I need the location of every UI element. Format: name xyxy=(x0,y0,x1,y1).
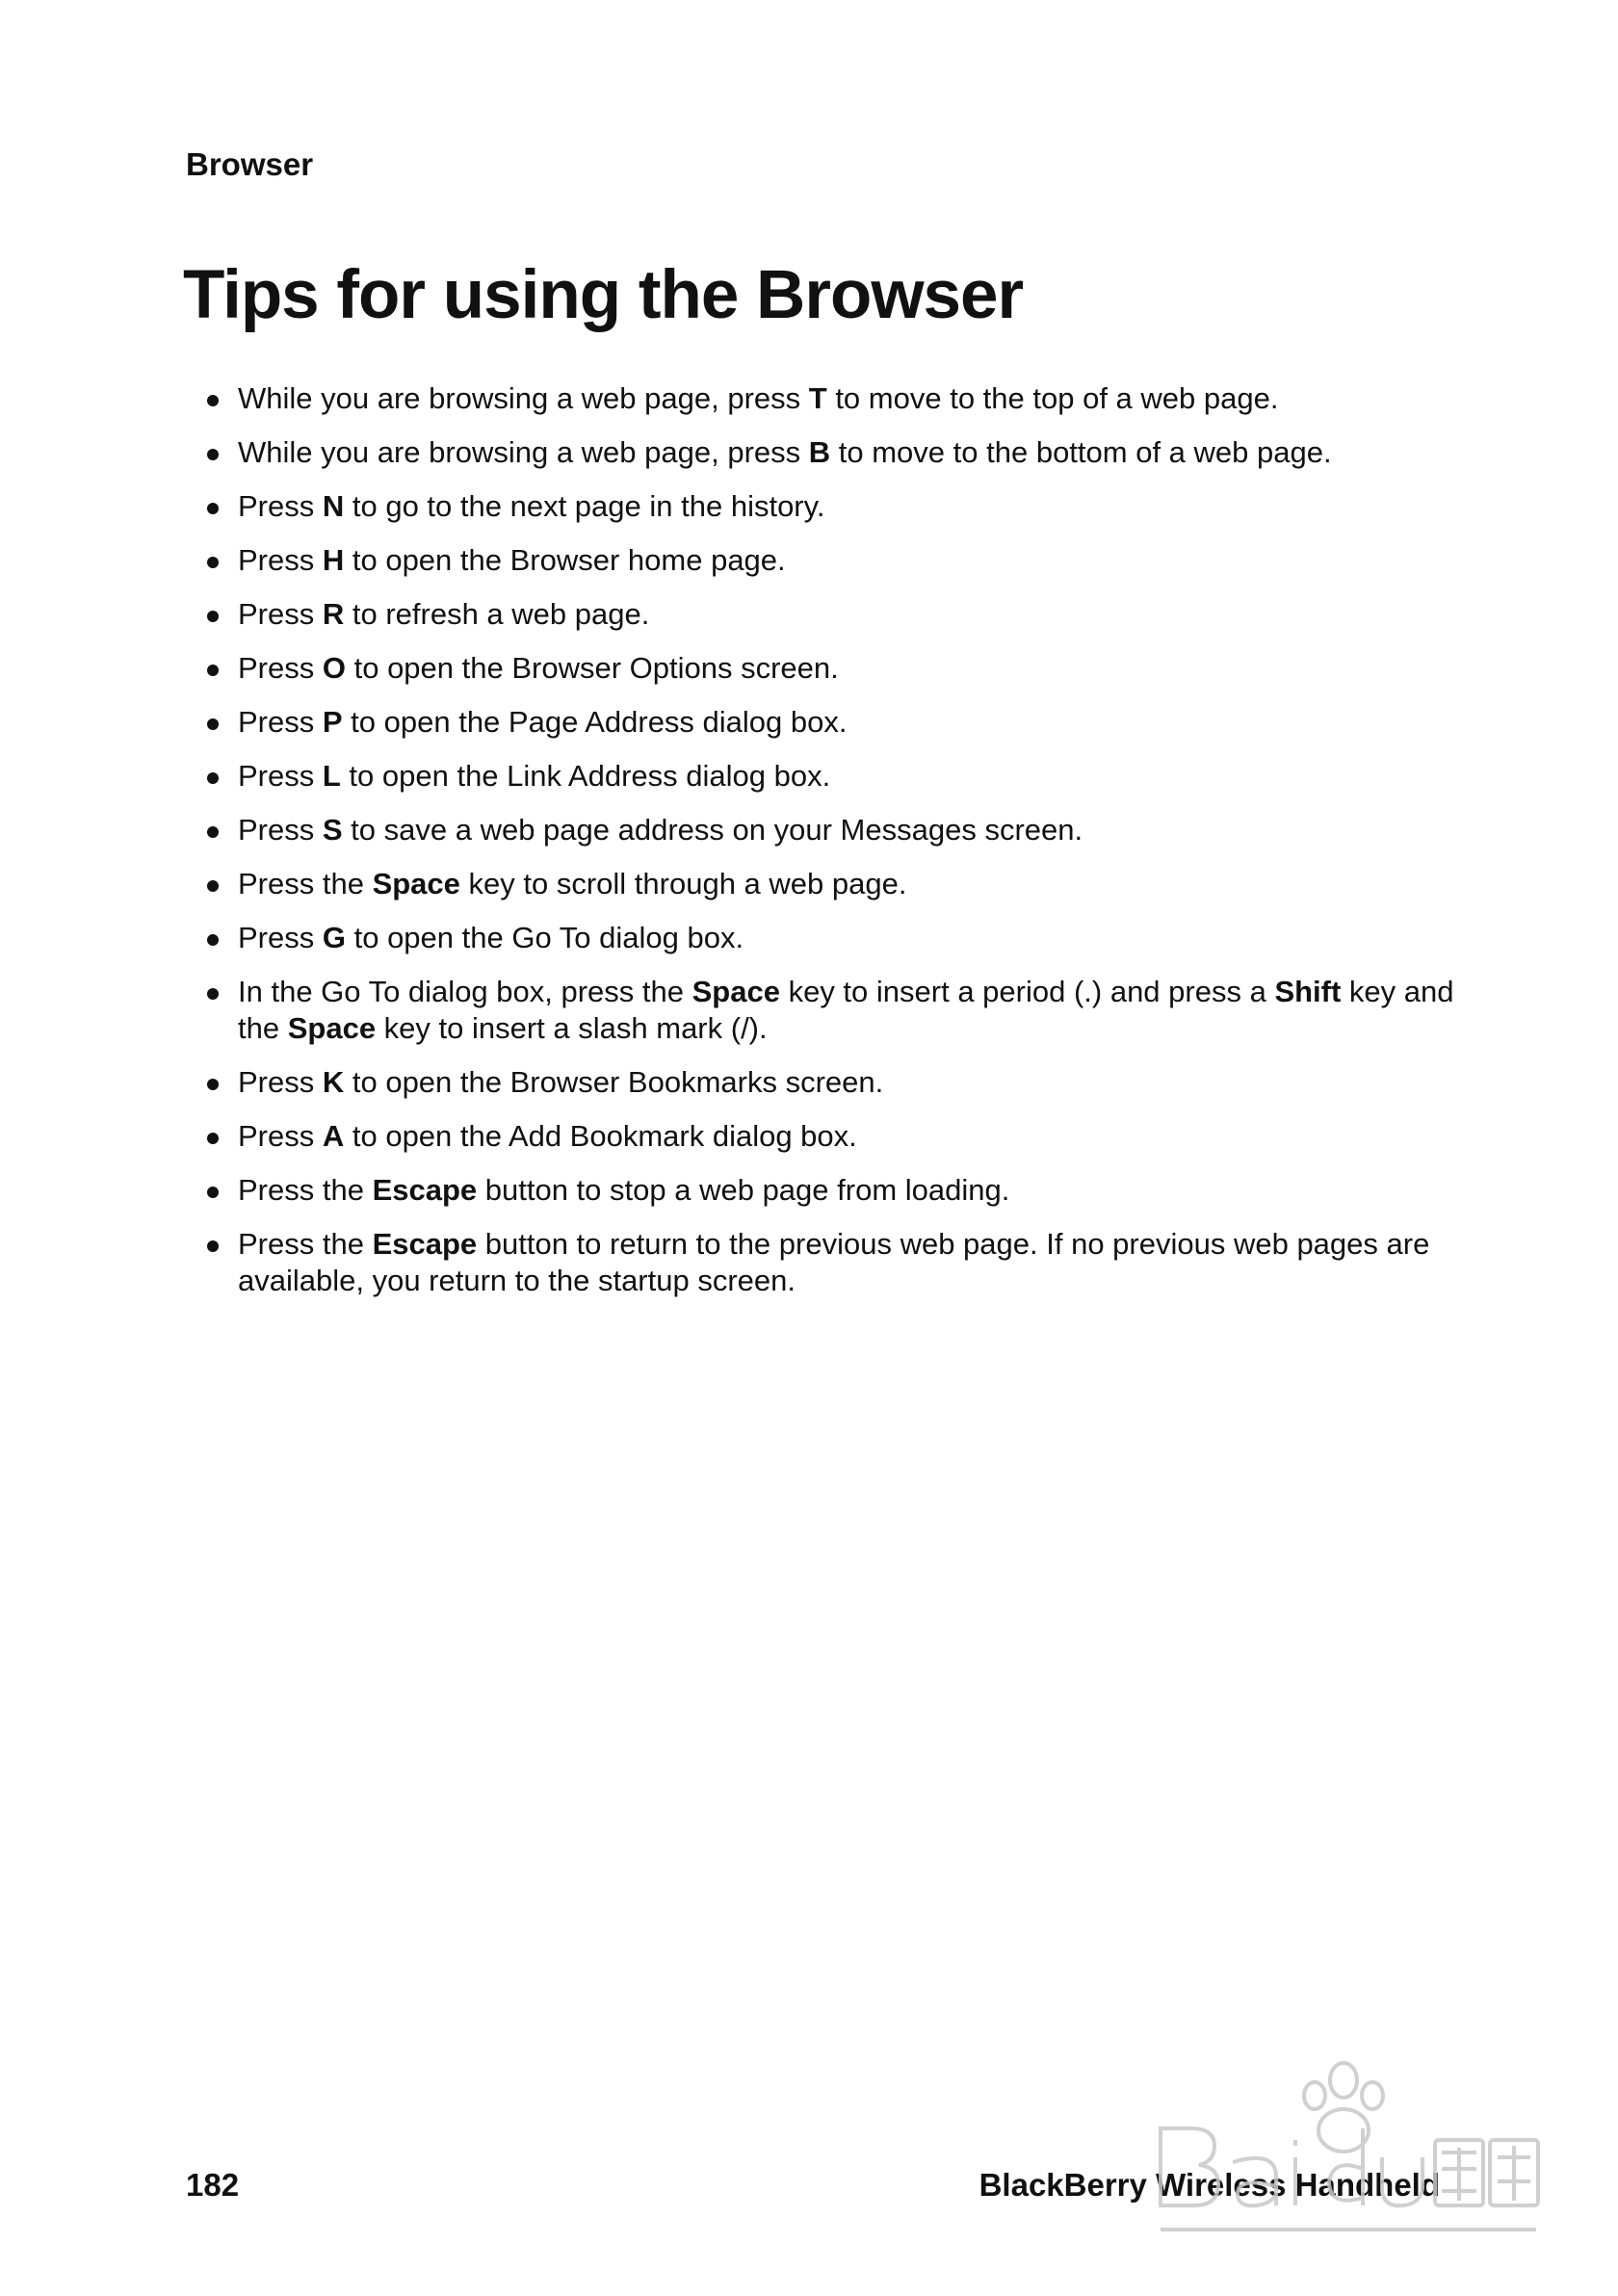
tip-item xyxy=(202,920,1454,956)
tip-item xyxy=(202,1226,1454,1299)
bullet-icon xyxy=(207,988,219,1000)
tip-text: While you are browsing a web page, press xyxy=(238,435,809,469)
tip-item xyxy=(202,434,1454,471)
tip-text: to move to the top of a web page. xyxy=(826,381,1279,415)
tip-item xyxy=(202,650,1454,687)
tip-text: Press xyxy=(238,1119,323,1153)
bullet-icon xyxy=(207,1240,219,1252)
tip-key: L xyxy=(322,759,341,793)
tip-item xyxy=(202,1064,1454,1101)
tip-text: to open the Add Bookmark dialog box. xyxy=(344,1119,857,1153)
tip-key: P xyxy=(322,705,343,739)
tip-key: N xyxy=(322,489,345,523)
tip-key: T xyxy=(808,381,827,415)
bullet-icon xyxy=(207,665,219,676)
tip-key: Escape xyxy=(372,1173,478,1207)
tip-key: Space xyxy=(287,1011,377,1045)
tip-item xyxy=(202,866,1454,902)
tip-text: key to scroll through a web page. xyxy=(459,867,907,900)
tip-text: While you are browsing a web page, press xyxy=(238,381,809,415)
tip-key: S xyxy=(322,813,343,847)
page-title: Tips for using the Browser xyxy=(183,257,1024,333)
tip-key: A xyxy=(322,1119,345,1153)
bullet-icon xyxy=(207,772,219,784)
bullet-icon xyxy=(207,395,219,406)
tip-key: Space xyxy=(692,975,780,1008)
tip-text: to open the Browser Options screen. xyxy=(345,651,839,685)
tip-text: to save a web page address on your Messages screen. xyxy=(342,813,1083,847)
bullet-icon xyxy=(207,826,219,838)
baidu-jingyan-watermark xyxy=(1141,2061,1546,2263)
tip-text: button to stop a web page from loading. xyxy=(477,1173,1010,1207)
tip-key: H xyxy=(322,543,345,577)
bullet-icon xyxy=(207,880,219,892)
tip-item xyxy=(202,812,1454,848)
tip-text: Press xyxy=(238,543,323,577)
tip-text: to open the Browser home page. xyxy=(344,543,786,577)
tip-text: Press xyxy=(238,1065,323,1099)
tip-item xyxy=(202,704,1454,741)
bullet-icon xyxy=(207,611,219,622)
bullet-icon xyxy=(207,934,219,946)
tip-key: Space xyxy=(372,867,460,900)
tip-item xyxy=(202,596,1454,633)
bullet-icon xyxy=(207,718,219,730)
tip-text: to refresh a web page. xyxy=(344,597,650,631)
book-title: BlackBerry Wireless Handheld xyxy=(979,2167,1440,2203)
tip-text: to open the Page Address dialog box. xyxy=(342,705,848,739)
tip-text: Press the xyxy=(238,1173,373,1207)
bullet-icon xyxy=(207,449,219,460)
tip-text: Press xyxy=(238,597,323,631)
tip-item xyxy=(202,758,1454,795)
tip-text: to open the Browser Bookmarks screen. xyxy=(344,1065,884,1099)
tips-list xyxy=(202,380,1454,1317)
tip-text: Press xyxy=(238,705,323,739)
tip-item xyxy=(202,1118,1454,1155)
tip-key: Escape xyxy=(372,1227,478,1261)
tip-key: O xyxy=(322,651,346,685)
bullet-icon xyxy=(207,1133,219,1144)
tip-text: Press xyxy=(238,921,323,954)
tip-text: Press xyxy=(238,759,323,793)
running-head: Browser xyxy=(186,146,314,182)
tip-text: key to insert a period (.) and press a xyxy=(779,975,1275,1008)
tip-text: Press xyxy=(238,813,323,847)
bullet-icon xyxy=(207,557,219,568)
tip-key: G xyxy=(322,921,346,954)
tip-text: Press xyxy=(238,489,323,523)
tip-text: key and the xyxy=(238,975,1454,1045)
page-number: 182 xyxy=(186,2167,240,2203)
tip-text: button to return to the previous web page. If no previous web pages are available, you return to the startup screen. xyxy=(238,1227,1430,1297)
tip-text: to open the Go To dialog box. xyxy=(345,921,744,954)
tip-item xyxy=(202,542,1454,579)
tip-text: key to insert a slash mark (/). xyxy=(376,1011,768,1045)
tip-text: Press the xyxy=(238,867,373,900)
tip-item xyxy=(202,380,1454,417)
tip-text: In the Go To dialog box, press the xyxy=(238,975,692,1008)
bullet-icon xyxy=(207,1187,219,1198)
tip-key: K xyxy=(322,1065,345,1099)
tip-text: to go to the next page in the history. xyxy=(344,489,825,523)
tip-item xyxy=(202,488,1454,525)
tip-key: B xyxy=(808,435,831,469)
tip-item xyxy=(202,974,1454,1047)
bullet-icon xyxy=(207,1079,219,1090)
tip-text: to move to the bottom of a web page. xyxy=(830,435,1332,469)
tip-text: Press xyxy=(238,651,323,685)
tip-key: Shift xyxy=(1274,975,1342,1008)
tip-key: R xyxy=(322,597,345,631)
tip-text: to open the Link Address dialog box. xyxy=(340,759,831,793)
tip-text: Press the xyxy=(238,1227,373,1261)
bullet-icon xyxy=(207,503,219,514)
tip-item xyxy=(202,1172,1454,1209)
